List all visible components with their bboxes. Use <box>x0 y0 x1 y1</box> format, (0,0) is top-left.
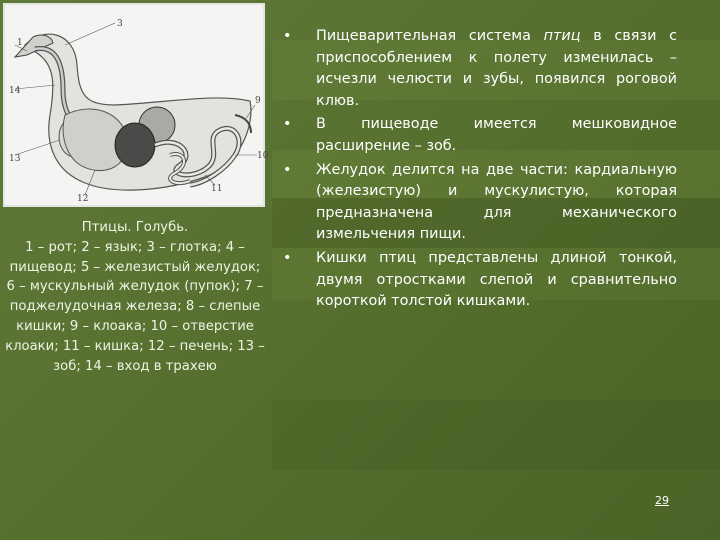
bullet-dot: • <box>283 249 292 266</box>
bullet-dot: • <box>283 28 292 44</box>
bullet-item: • В пищеводе имеется мешковидное расширение – зоб. <box>283 116 677 154</box>
bullet-item: • Пищеварительная система птиц в связи с приспособлением к полету изменилась – исчезли челюсти и зубы, появился роговой клюв. <box>283 28 677 109</box>
bullet-list <box>283 26 677 315</box>
diagram-label-3: 3 <box>117 19 123 29</box>
diagram-label-14: 14 <box>9 86 21 96</box>
diagram-caption <box>4 218 266 376</box>
diagram-svg <box>5 5 267 209</box>
diagram-label-13: 13 <box>9 154 21 164</box>
bullet-dot: • <box>283 116 292 133</box>
bullet-item: • Желудок делится на две части: кардиальную (железистую) и мускулистую, которая предназначена для механического измельчения пищи. <box>283 161 677 243</box>
slide-number: 29 <box>655 494 669 507</box>
pigeon-digestive-diagram <box>3 3 269 207</box>
bullet-dot: • <box>283 161 292 178</box>
bullet-item: • Кишки птиц представлены длиной тонкой, двумя отростками слепой и сравнительно короткой толстой кишками. <box>283 249 677 310</box>
diagram-label-12: 12 <box>77 194 89 204</box>
diagram-label-10: 10 <box>257 151 269 161</box>
caption-title: Птицы. Голубь. <box>81 220 189 235</box>
diagram-label-9: 9 <box>255 96 261 106</box>
diagram-label-1: 1 <box>17 38 23 48</box>
caption-legend: 1 – рот; 2 – язык; 3 – глотка; 4 – пищевод; 5 – железистый желудок; 6 – мускульный желудок (пупок); 7 – поджелудочная железа; 8 – слепые кишки; 9 – клоака; 10 – отверстие клоаки; 11 – кишка; 12 – печень; 13 – зоб; 14 – вход в трахею <box>5 239 265 374</box>
emphasis-text: птиц <box>543 28 581 44</box>
diagram-label-11: 11 <box>211 184 223 194</box>
